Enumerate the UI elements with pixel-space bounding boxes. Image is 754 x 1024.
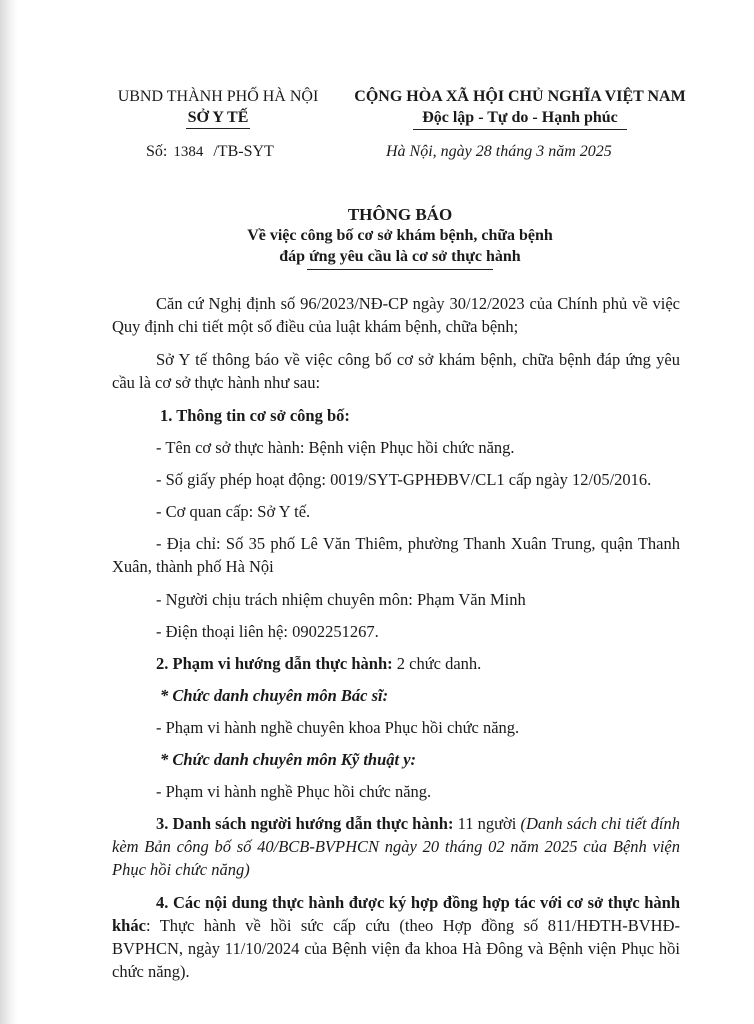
header-right [340, 86, 700, 130]
section-2-value: 2 chức danh. [392, 654, 482, 673]
paragraph-announcement: Sở Y tế thông báo về việc công bố cơ sở khám bệnh, chữa bệnh đáp ứng yêu cầu là cơ sở thực hành như sau: [112, 350, 680, 392]
section-4 [112, 891, 680, 983]
section-3-heading: 3. Danh sách người hướng dẫn thực hành: [156, 814, 454, 833]
header-left [112, 86, 324, 129]
doctor-scope: - Phạm vi hành nghề chuyên khoa Phục hồi chức năng. [156, 718, 520, 737]
motto-underline [413, 129, 627, 130]
section-2 [156, 652, 680, 675]
document-title [160, 204, 640, 270]
section-1-heading: 1. Thông tin cơ sở công bố: [160, 406, 350, 425]
technician-title-heading: * Chức danh chuyên môn Kỹ thuật y: [160, 750, 417, 769]
title-line-2: Về việc công bố cơ sở khám bệnh, chữa bệnh [247, 227, 553, 244]
issuing-agency: - Cơ quan cấp: Sở Y tế. [156, 502, 311, 521]
department-name: SỞ Y TẾ [187, 109, 249, 126]
country-name: CỘNG HÒA XÃ HỘI CHỦ NGHĨA VIỆT NAM [354, 88, 686, 105]
section-2-heading: 2. Phạm vi hướng dẫn thực hành: [156, 654, 393, 673]
number-value: 1384 [173, 144, 204, 160]
document-date: Hà Nội, ngày 28 tháng 3 năm 2025 [386, 143, 612, 160]
section-3-value: 11 người [453, 814, 521, 833]
title-line-1: THÔNG BÁO [347, 205, 453, 224]
title-underline [307, 269, 493, 270]
number-suffix: /TB-SYT [213, 143, 274, 160]
section-3-note: (Danh sách chi tiết đính kèm Bản công bố số 40/BCB-BVPHCN ngày 20 tháng 02 năm 2025 của Bệnh viện Phục hồi chức năng) [112, 814, 681, 879]
license-number: - Số giấy phép hoạt động: 0019/SYT-GPHĐBV/CL1 cấp ngày 12/05/2016. [156, 470, 652, 489]
document-number [146, 143, 274, 161]
section-4-heading: 4. Các nội dung thực hành được ký hợp đồng hợp tác với cơ sở thực hành khác [112, 893, 680, 935]
technician-scope: - Phạm vi hành nghề Phục hồi chức năng. [156, 782, 432, 801]
number-prefix: Số: [146, 143, 168, 160]
title-line-3: đáp ứng yêu cầu là cơ sở thực hành [279, 248, 521, 265]
section-3 [112, 812, 680, 881]
doctor-title-heading: * Chức danh chuyên môn Bác sĩ: [160, 686, 389, 705]
facility-name: - Tên cơ sở thực hành: Bệnh viện Phục hồi chức năng. [156, 438, 515, 457]
paragraph-legal-basis: Căn cứ Nghị định số 96/2023/NĐ-CP ngày 30/12/2023 của Chính phủ về việc Quy định chi tiết một số điều của luật khám bệnh, chữa bệnh; [112, 294, 680, 336]
facility-address: - Địa chỉ: Số 35 phố Lê Văn Thiêm, phường Thanh Xuân Trung, quận Thanh Xuân, thành phố Hà Nội [112, 534, 680, 576]
responsible-person: - Người chịu trách nhiệm chuyên môn: Phạm Văn Minh [156, 590, 526, 609]
document-body [112, 292, 680, 993]
contact-phone: - Điện thoại liên hệ: 0902251267. [156, 622, 379, 641]
section-4-text: : Thực hành về hồi sức cấp cứu (theo Hợp đồng số 811/HĐTH-BVHĐ-BVPHCN, ngày 11/10/2024 của Bệnh viện đa khoa Hà Đông và Bệnh viện Phục hồi chức năng). [112, 916, 680, 981]
agency-name: UBND THÀNH PHỐ HÀ NỘI [117, 88, 319, 105]
motto: Độc lập - Tự do - Hạnh phúc [422, 109, 618, 126]
department-underline [186, 128, 250, 129]
